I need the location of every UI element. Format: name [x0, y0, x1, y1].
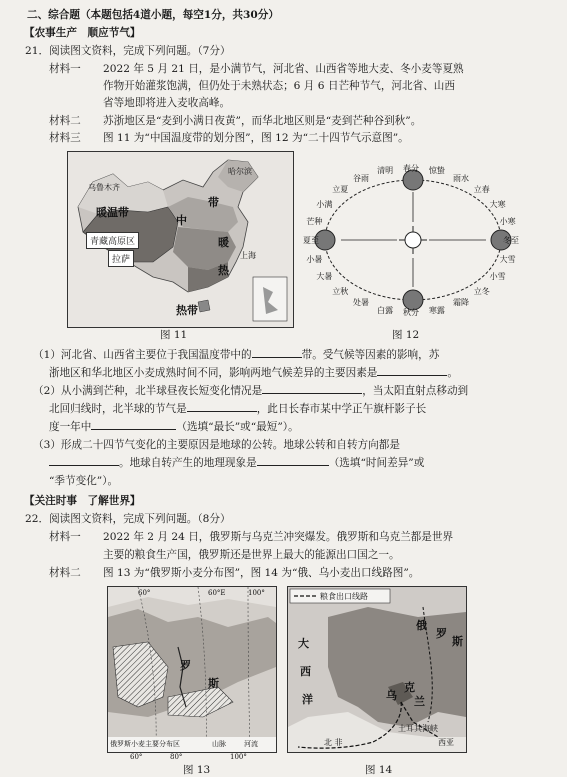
label-lan: 兰 [414, 695, 425, 708]
q22-m1-label: 材料一 [49, 531, 81, 543]
label-si2: 斯 [452, 635, 463, 648]
q21-2-text-b: ，当太阳直射点移动到 [362, 385, 469, 397]
q21-2-text-a: （2）从小满到芒种，北半球昼夜长短变化情况是 [33, 385, 263, 397]
solar-term-label: 立冬 [473, 286, 490, 296]
fig13-caption: 图 13 [183, 764, 211, 776]
solar-term-label: 寒露 [428, 305, 445, 315]
legend-export-route: 粮食出口线路 [320, 592, 368, 601]
fig13-bottom-80: 80° [170, 753, 183, 761]
solar-term-label: 芒种 [306, 217, 323, 227]
q21-1-line1 [33, 348, 439, 362]
label-haerbin: 哈尔滨 [228, 167, 252, 176]
fig13-russia-wheat-map [107, 586, 277, 753]
solar-term-label: 小满 [316, 200, 333, 209]
fig11-caption: 图 11 [160, 329, 188, 341]
q21-1-text-b: 带。受气候等因素的影响，苏 [301, 349, 440, 361]
fig12-caption: 图 12 [392, 329, 420, 341]
russia-map-svg [108, 587, 276, 752]
q22-m2-label: 材料二 [49, 567, 81, 579]
q22-stem: 22．阅读图文资料，完成下列问题。（8分） [25, 513, 231, 525]
label-wulumuqi: 乌鲁木齐 [88, 183, 120, 192]
fig11-china-map [67, 151, 294, 328]
label-qingzang: 青藏高原区 [86, 232, 139, 249]
q21-2-text-f: （选填“最长”或“最短”）。 [176, 421, 299, 433]
q21-m1-label: 材料一 [49, 63, 81, 75]
q21-2-text-d: ，此日长春市某中学正午旗杆影子长 [256, 403, 427, 415]
q21-3-line1: （3）形成二十四节气变化的主要原因是地球的公转。地球公转和自转方向都是 [33, 439, 400, 451]
solar-term-label: 大雪 [499, 254, 516, 264]
label-zhong: 中 [176, 214, 187, 227]
solar-term-label: 秋分 [403, 308, 419, 317]
subsection-current-affairs: 【关注时事 了解世界】 [24, 495, 141, 507]
q21-2-text-e: 度一年中 [49, 421, 92, 433]
q21-2-line1 [33, 384, 468, 398]
label-re: 热 [218, 264, 229, 277]
answer-blank-q21-3b[interactable] [257, 456, 329, 466]
answer-blank-q21-1a[interactable] [252, 348, 302, 358]
q21-2-line2 [49, 402, 426, 416]
answer-blank-q21-1b[interactable] [377, 366, 447, 376]
solar-term-label: 小寒 [499, 217, 516, 227]
q21-m3-text: 图 11 为“中国温度带的划分图”，图 12 为“二十四节气示意图”。 [103, 132, 409, 144]
solar-terms-svg [301, 152, 526, 327]
q22-m1-line2: 主要的粮食生产国，俄罗斯还是世界上最大的能源出口国之一。 [103, 549, 400, 561]
label-nuan: 暖 [218, 236, 229, 249]
section-title: 二、综合题（本题包括4道小题，每空1分，共30分） [27, 9, 279, 21]
label-redai: 热带 [176, 304, 198, 317]
label-xiya: 西亚 [438, 738, 454, 747]
q21-1-line2 [49, 366, 458, 380]
solar-term-label: 夏至 [303, 236, 319, 245]
q21-m1-line2: 作物开始灌浆饱满，但仍处于未熟状态；6 月 6 日芒种节气，河北省、山西 [103, 80, 455, 92]
solar-term-label: 雨水 [453, 173, 469, 183]
label-da: 大 [298, 637, 309, 650]
fig14-export-routes-map [287, 586, 467, 753]
legend-wheat: 俄罗斯小麦主要分布区 [110, 740, 180, 748]
fig12-solar-terms [300, 151, 527, 328]
label-nuanwendai: 暖温带 [96, 206, 129, 219]
q21-m1-line1: 2022 年 5 月 21 日，是小满节气，河北省、山西省等地大麦、冬小麦等夏熟 [103, 63, 464, 75]
answer-blank-q21-2b[interactable] [187, 402, 257, 412]
lon-60e: 60°E [208, 589, 226, 597]
solar-term-label: 大寒 [489, 200, 506, 209]
label-xi: 西 [300, 665, 311, 678]
solar-term-label: 谷雨 [353, 173, 369, 183]
q21-1-text-a: （1）河北省、山西省主要位于我国温度带中的 [33, 349, 252, 361]
solar-term-label: 小暑 [306, 254, 323, 264]
label-luo2: 罗 [436, 627, 447, 640]
label-strait: 土耳其海峡 [398, 724, 438, 733]
lon-60: 60° [138, 589, 151, 597]
q21-stem: 21．阅读图文资料，完成下列问题。（7分） [25, 45, 231, 57]
q22-m1-line1: 2022 年 2 月 24 日，俄罗斯与乌克兰冲突爆发。俄罗斯和乌克兰都是世界 [103, 531, 454, 543]
legend-river: 河流 [244, 740, 258, 748]
solar-term-label: 立春 [473, 185, 490, 195]
solar-term-label: 处暑 [353, 298, 369, 308]
solar-term-label: 白露 [377, 305, 394, 315]
solar-term-label: 小雪 [489, 272, 506, 281]
label-shanghai: 上海 [240, 251, 256, 260]
label-yang: 洋 [302, 693, 313, 706]
label-dai: 带 [208, 196, 219, 209]
answer-blank-q21-2a[interactable] [262, 384, 362, 394]
q21-1-text-c: 浙地区和华北地区小麦成熟时间不同，影响两地气候差异的主要因素是 [49, 367, 378, 379]
answer-blank-q21-2c[interactable] [91, 420, 176, 430]
export-map-svg [288, 587, 466, 752]
subsection-farming: 【农事生产 顺应节气】 [24, 27, 141, 39]
label-si: 斯 [208, 677, 219, 690]
q21-2-line3 [49, 420, 299, 434]
fig13-bottom-60: 60° [130, 753, 143, 761]
q21-m2-label: 材料二 [49, 115, 81, 127]
label-e: 俄 [416, 619, 427, 632]
label-wu: 乌 [386, 689, 397, 702]
fig14-caption: 图 14 [365, 764, 393, 776]
q21-m1-line3: 省等地即将进入麦收高峰。 [103, 97, 231, 109]
q21-1-text-d: 。 [447, 367, 458, 379]
solar-term-label: 冬至 [503, 236, 519, 245]
solar-term-label: 惊蛰 [428, 166, 445, 176]
q21-m3-label: 材料三 [49, 132, 81, 144]
solar-term-label: 立夏 [332, 185, 349, 195]
label-ke: 克 [404, 681, 415, 694]
q21-3-text-c: （选填“时间差异”或 [328, 457, 425, 469]
q21-3-line2 [49, 456, 424, 470]
q22-m2-text: 图 13 为“俄罗斯小麦分布图”，图 14 为“俄、乌小麦出口线路图”。 [103, 567, 420, 579]
label-lasa: 拉萨 [108, 250, 134, 267]
q21-2-text-c: 北回归线时，北半球的节气是 [49, 403, 187, 415]
solar-term-label: 春分 [403, 164, 419, 173]
q21-3-text-b: 。地球自转产生的地理现象是 [119, 457, 257, 469]
solar-term-label: 大暑 [316, 272, 333, 281]
label-luo: 罗 [180, 659, 191, 672]
q21-3-line3: “季节变化”）。 [49, 475, 119, 487]
label-beifei: 北 非 [324, 738, 343, 747]
lon-100: 100° [248, 589, 265, 597]
solar-term-label: 清明 [377, 166, 394, 176]
q21-m2-text: 苏浙地区是“麦到小满日夜黄”，而华北地区则是“麦到芒种谷到秋”。 [103, 115, 422, 127]
solar-term-label: 立秋 [332, 286, 349, 296]
fig13-bottom-100: 100° [230, 753, 247, 761]
legend-mountain: 山脉 [212, 740, 226, 748]
answer-blank-q21-3a[interactable] [49, 456, 119, 466]
solar-term-label: 霜降 [453, 298, 469, 308]
